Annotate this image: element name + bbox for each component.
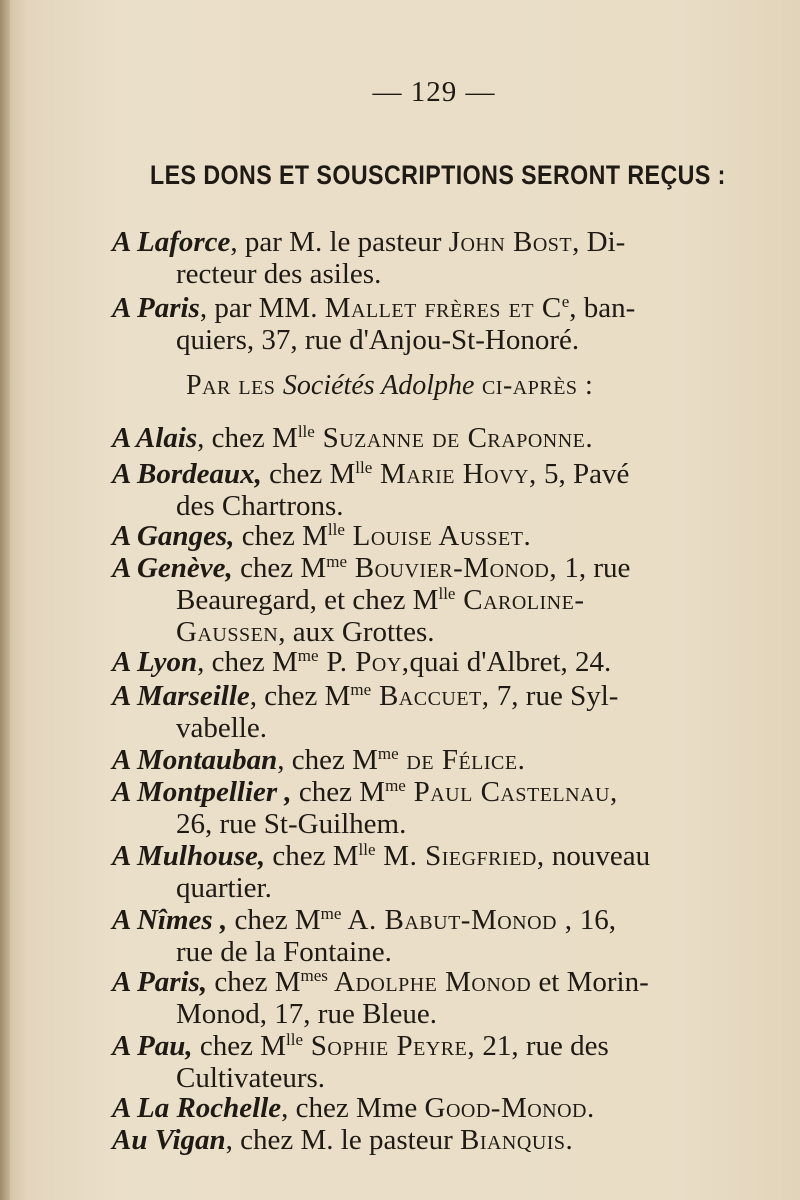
place-name: A Pau, <box>112 1030 193 1062</box>
place-name: A Montpellier , <box>112 776 292 808</box>
page-number: — 129 — <box>372 76 496 108</box>
entry-laforce: A Laforce, par M. le pasteur John Bost, Di- recteur des asiles. <box>112 226 626 290</box>
place-name: A Ganges, <box>112 520 235 552</box>
title-abbrev: mes <box>300 966 328 985</box>
entry-continuation <box>112 616 752 648</box>
entry-continuation <box>112 1062 752 1094</box>
entry-text: 21, rue des <box>475 1030 609 1062</box>
title-abbrev: lle <box>358 840 376 859</box>
entry-text: rue de la Fontaine. <box>176 936 392 968</box>
entry-text: chez M <box>265 840 359 872</box>
entry-text: 7, rue Syl- <box>489 680 619 712</box>
entry-continuation <box>112 584 752 616</box>
person-name: M. Siegfried, <box>375 840 545 872</box>
person-name: A. Babut-Monod , <box>341 904 573 936</box>
place-name: A Alais <box>112 422 198 454</box>
entry-continuation <box>112 872 752 904</box>
entry-text: 1, rue <box>557 552 631 584</box>
person-name: Bianquis. <box>459 1124 574 1156</box>
list-item <box>112 646 752 678</box>
entry-text: , chez M <box>197 646 298 678</box>
entry-text: et Morin- <box>531 966 649 998</box>
entry-text: , chez M <box>197 422 298 454</box>
entry-text: des Chartrons. <box>176 490 344 522</box>
entry-text: 5, Pavé <box>536 458 630 490</box>
place-name: A Paris <box>112 292 200 324</box>
list-item <box>112 776 752 840</box>
person-name: de Félice. <box>398 744 526 776</box>
person-name: Paul Castelnau, <box>405 776 618 808</box>
title-abbrev: me <box>320 904 342 923</box>
person-name: John Bost <box>448 226 573 258</box>
list-item <box>112 1124 752 1156</box>
place-name: A La Rochelle <box>112 1092 282 1124</box>
title-abbrev: lle <box>355 458 373 477</box>
person-name: Marie Hovy, <box>372 458 537 490</box>
list-item <box>112 904 752 968</box>
entry-text: 16, <box>572 904 617 936</box>
entry-text: chez M <box>227 904 321 936</box>
title-abbrev: me <box>297 646 319 665</box>
title-abbrev: me <box>385 776 406 795</box>
person-name: Louise Ausset. <box>344 520 532 552</box>
entry-text: Beauregard, et chez M <box>176 584 439 616</box>
title-abbrev: me <box>350 680 372 699</box>
place-name: A Lyon <box>112 646 198 678</box>
page-heading: LES DONS ET SOUSCRIPTIONS SERONT REÇUS : <box>150 160 726 190</box>
entry-paris-bank: A Paris, par MM. Mallet frères et Ce, ban- quiers, 37, rue d'Anjou-St-Honoré. <box>112 292 636 356</box>
entry-text: , chez M. le pasteur <box>225 1124 460 1156</box>
entry-text: chez M <box>291 776 386 808</box>
list-item <box>112 966 752 1030</box>
title-abbrev: me <box>377 744 399 763</box>
entry-text: quai d'Albret, 24. <box>409 646 612 678</box>
title-abbrev: lle <box>297 422 315 441</box>
entry-text: chez M <box>232 552 327 584</box>
place-name: A Paris, <box>112 966 208 998</box>
entry-text: , chez M <box>249 680 351 712</box>
place-name: A Mulhouse, <box>112 840 266 872</box>
place-name: A Montauban <box>112 744 278 776</box>
list-item <box>112 1092 752 1124</box>
place-name: Au Vigan <box>112 1124 226 1156</box>
person-name: Suzanne de Craponne. <box>314 422 594 454</box>
list-item <box>112 520 752 552</box>
entry-continuation <box>112 936 752 968</box>
person-name: Bouvier-Monod, <box>347 552 558 584</box>
place-name: A Laforce <box>112 226 231 258</box>
entry-text: nouveau <box>544 840 651 872</box>
entry-continuation <box>112 490 752 522</box>
list-item <box>112 552 752 648</box>
entry-continuation <box>112 998 752 1030</box>
subheading: Par les Sociétés Adolphe ci-après : <box>186 370 594 401</box>
place-name: A Genève, <box>112 552 233 584</box>
person-name: Gaussen <box>176 616 279 648</box>
list-item <box>112 680 752 744</box>
entry-text: , chez Mme <box>281 1092 425 1124</box>
title-abbrev: me <box>326 552 347 571</box>
person-name: Baccuet, <box>371 680 490 712</box>
list-item <box>112 422 752 454</box>
entry-text: vabelle. <box>176 712 267 744</box>
entry-text: 26, rue St-Guilhem. <box>176 808 407 840</box>
entry-text: , aux Grottes. <box>278 616 435 648</box>
place-name: A Marseille <box>112 680 250 712</box>
entry-text: chez M <box>261 458 356 490</box>
person-name: Mallet frères et C <box>324 292 562 324</box>
title-abbrev: lle <box>438 584 456 603</box>
entry-text: chez M <box>234 520 328 552</box>
list-item <box>112 458 752 522</box>
entry-text: chez M <box>207 966 301 998</box>
list-item <box>112 1030 752 1094</box>
person-name: Adolphe Monod <box>327 966 532 998</box>
list-item <box>112 744 752 776</box>
person-name: Sophie Peyre, <box>303 1030 476 1062</box>
entry-text: , chez M <box>277 744 378 776</box>
person-name: P. Poy, <box>318 646 410 678</box>
list-item <box>112 840 752 904</box>
entry-text: chez M <box>192 1030 286 1062</box>
person-name: Caroline- <box>455 584 585 616</box>
place-name: A Bordeaux, <box>112 458 262 490</box>
place-name: A Nîmes , <box>112 904 228 936</box>
entry-continuation <box>112 712 752 744</box>
entry-text: Monod, 17, rue Bleue. <box>176 998 437 1030</box>
person-name: Good-Monod. <box>424 1092 595 1124</box>
entry-text: Cultivateurs. <box>176 1062 326 1094</box>
entry-continuation <box>112 808 752 840</box>
page-binding-edge <box>0 0 10 1200</box>
entry-text: quartier. <box>176 872 272 904</box>
title-abbrev: lle <box>286 1030 303 1049</box>
title-abbrev: lle <box>327 520 345 539</box>
